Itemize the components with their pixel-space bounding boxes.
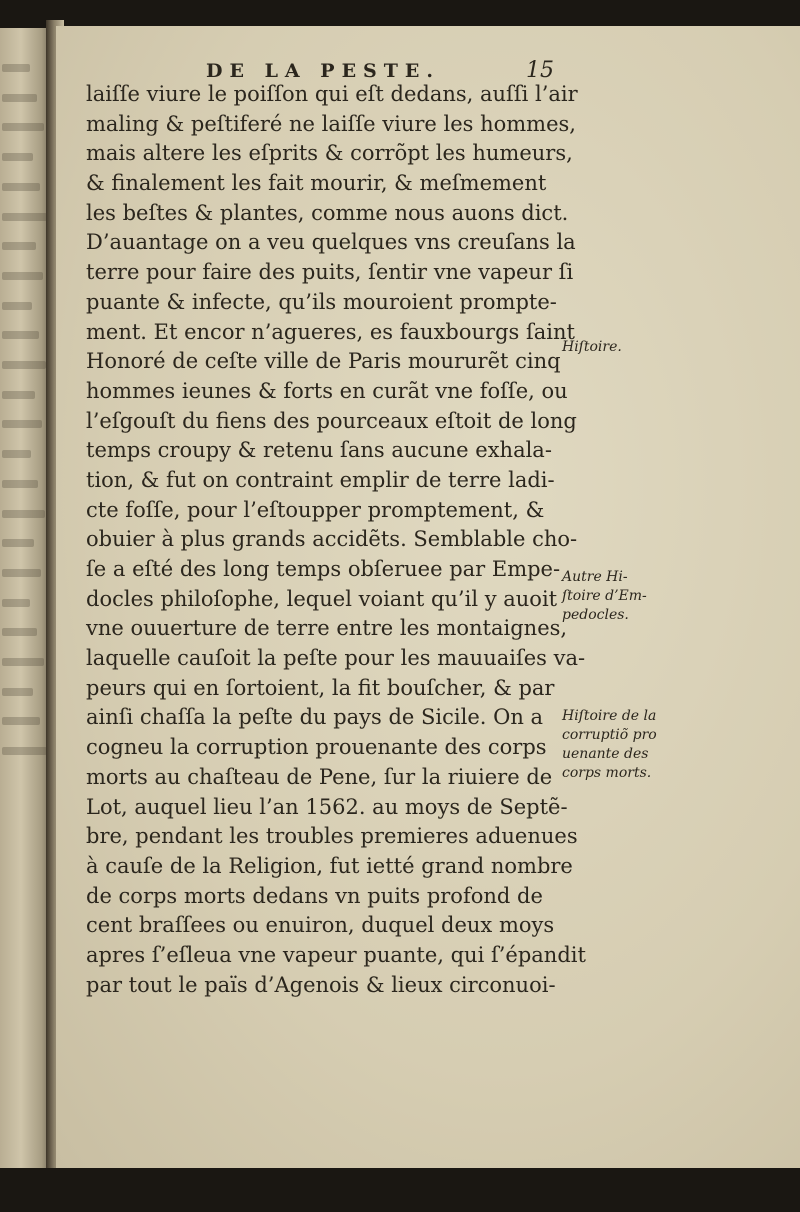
- text-line: bre, pendant les troubles premieres aduenues: [86, 824, 578, 849]
- text-line: l’eſgouſt du fiens des pourceaux eſtoit de long: [86, 408, 577, 433]
- facing-page-edge: [0, 28, 52, 1188]
- text-line: ſe a eſté des long temps obſeruee par Empe-: [86, 557, 561, 581]
- facing-page-ghost-line: [2, 302, 32, 310]
- text-line: docles philoſophe, lequel voiant qu’il y auoit: [86, 586, 558, 611]
- text-line: apres ſ’eſleua vne vapeur puante, qui ſ’épandit: [86, 942, 586, 967]
- text-line: tion, & fut on contraint emplir de terre ladi-: [86, 467, 555, 492]
- text-line: Honoré de ceſte ville de Paris moururẽt cinq: [86, 349, 561, 374]
- margin-note-histoire: Hiſtoire.: [562, 339, 622, 355]
- facing-page-ghost-line: [2, 569, 41, 577]
- text-line: ainſi chaſſa la peſte du pays de Sicile. On a: [86, 705, 544, 730]
- facing-page-ghost-line: [2, 272, 43, 280]
- facing-page-ghost-line: [2, 213, 47, 221]
- margin-note-empedocles: Autre Hi- ſtoire d’Em- pedocles.: [562, 569, 647, 623]
- text-line: terre pour faire des puits, ſentir vne vapeur ſi: [86, 260, 574, 285]
- text-line: laquelle cauſoit la peſte pour les mauuaiſes va-: [86, 646, 586, 671]
- text-line: ment. Et encor n’agueres, es fauxbourgs ſaint: [86, 319, 575, 344]
- text-line: morts au chaſteau de Pene, ſur la riuiere de: [86, 764, 553, 789]
- text-line: hommes ieunes & forts en curãt vne foſſe, ou: [86, 378, 568, 403]
- text-line: vne ouuerture de terre entre les montaignes,: [86, 616, 568, 641]
- facing-page-ghost-line: [2, 628, 37, 636]
- facing-page-ghost-line: [2, 331, 39, 339]
- facing-page-ghost-line: [2, 658, 44, 666]
- text-line: mais altere les eſprits & corrõpt les humeurs,: [86, 141, 573, 166]
- facing-page-ghost-line: [2, 123, 44, 131]
- facing-page-ghost-line: [2, 688, 33, 696]
- facing-page-ghost-line: [2, 717, 40, 725]
- text-line: cogneu la corruption prouenante des corps: [86, 735, 547, 760]
- text-line: les beſtes & plantes, comme nous auons dict.: [86, 200, 569, 225]
- text-line: puante & infecte, qu’ils mouroient prompte-: [86, 289, 557, 314]
- facing-page-ghost-line: [2, 480, 38, 488]
- text-line: temps croupy & retenu ſans aucune exhala-: [86, 438, 552, 463]
- text-line: obuier à plus grands accidẽts. Semblable cho-: [86, 527, 578, 552]
- text-line: D’auantage on a veu quelques vns creuſans la: [86, 230, 576, 255]
- text-line: cte foſſe, pour l’eſtoupper promptement, &: [86, 497, 545, 522]
- facing-page-ghost-line: [2, 64, 30, 72]
- text-line: peurs qui en ſortoient, la fit bouſcher, & par: [86, 675, 555, 700]
- body-text: [86, 80, 586, 1000]
- facing-page-ghost-line: [2, 450, 31, 458]
- facing-page-ghost-line: [2, 510, 45, 518]
- text-line: à cauſe de la Religion, fut ietté grand nombre: [86, 853, 573, 878]
- facing-page-ghost-line: [2, 599, 30, 607]
- margin-note-corruption: Hiſtoire de la corruptiõ pro uenante des corps morts.: [562, 708, 657, 781]
- text-line: laiſſe viure le poiſſon qui eſt dedans, auſſi l’air: [86, 82, 578, 106]
- facing-page-ghost-line: [2, 153, 33, 161]
- facing-page-ghost-line: [2, 94, 37, 102]
- running-head: DE LA PESTE.: [206, 60, 441, 82]
- facing-page-ghost-line: [2, 183, 40, 191]
- text-line: cent braſſees ou enuiron, duquel deux moys: [86, 913, 555, 938]
- text-line: Lot, auquel lieu l’an 1562. au moys de Septẽ-: [86, 794, 568, 819]
- facing-page-ghost-line: [2, 420, 42, 428]
- text-line: maling & peſtiferé ne laiſſe viure les hommes,: [86, 111, 576, 136]
- facing-page-ghost-line: [2, 391, 35, 399]
- facing-page-ghost-line: [2, 539, 34, 547]
- text-line: de corps morts dedans vn puits profond de: [86, 883, 543, 908]
- text-line: & finalement les fait mourir, & meſmement: [86, 171, 547, 196]
- facing-page-ghost-line: [2, 361, 46, 369]
- text-line: par tout le païs d’Agenois & lieux circonuoi-: [86, 972, 556, 997]
- facing-page-ghost-line: [2, 747, 47, 755]
- facing-page-ghost-line: [2, 242, 36, 250]
- page-number: 15: [526, 58, 554, 83]
- scan-bottom-edge: [0, 1168, 800, 1212]
